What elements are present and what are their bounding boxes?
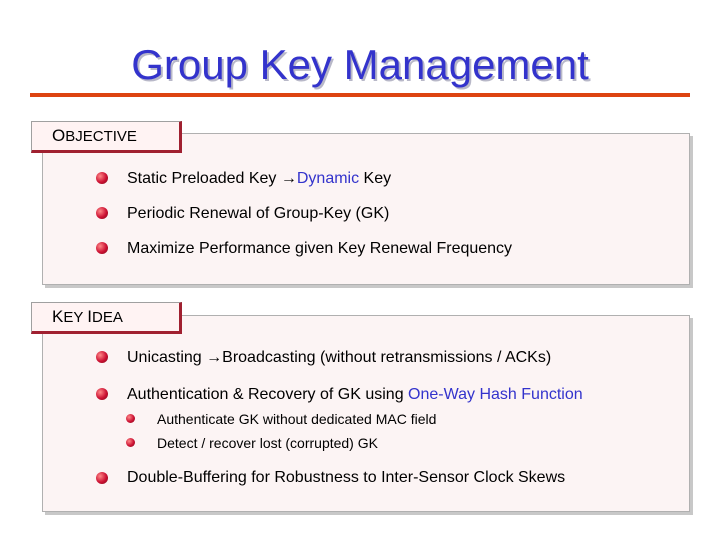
bullet-icon	[96, 388, 108, 400]
objective-item-1	[127, 169, 391, 189]
key-idea-label-rest-1: EY	[63, 309, 88, 326]
objective-label-initial: O	[52, 126, 66, 145]
sub-bullet-icon	[126, 438, 135, 447]
objective-item-1-text: Static Preloaded Key	[127, 170, 281, 187]
key-idea-tab	[31, 302, 182, 334]
arrow-icon: →	[206, 349, 223, 366]
key-idea-item-2-text: Authentication & Recovery of GK using	[127, 386, 409, 403]
bullet-icon	[96, 472, 108, 484]
objective-item-1-suffix: Key	[359, 170, 392, 187]
key-idea-item-3: Double-Buffering for Robustness to Inter-Sensor Clock Skews	[127, 469, 566, 486]
bullet-icon	[96, 207, 108, 219]
sub-bullet-icon	[126, 414, 135, 423]
bullet-icon	[96, 242, 108, 254]
key-idea-item-1	[127, 348, 551, 368]
key-idea-subitem-2: Detect / recover lost (corrupted) GK	[157, 435, 378, 451]
objective-label-rest: BJECTIVE	[65, 128, 137, 145]
key-idea-item-1-text: Unicasting	[127, 349, 207, 366]
objective-item-2: Periodic Renewal of Group-Key (GK)	[127, 205, 390, 222]
objective-item-3: Maximize Performance given Key Renewal Frequency	[127, 240, 513, 257]
key-idea-label-rest-2: DEA	[91, 309, 123, 326]
objective-tab	[31, 121, 182, 153]
bullet-icon	[96, 351, 108, 363]
key-idea-item-1-suffix: Broadcasting (without retransmissions / ACKs)	[222, 349, 552, 366]
title-divider	[30, 93, 690, 97]
page-title: Group Key Management	[131, 41, 589, 88]
key-idea-label-initial-1: K	[52, 307, 64, 326]
objective-item-1-highlight: Dynamic	[296, 170, 360, 187]
arrow-icon: →	[280, 170, 297, 187]
key-idea-subitem-1: Authenticate GK without dedicated MAC field	[157, 411, 437, 427]
bullet-icon	[96, 172, 108, 184]
key-idea-item-2-highlight: One-Way Hash Function	[408, 386, 583, 403]
key-idea-item-2	[127, 385, 583, 405]
key-idea-label-initial-2: I	[87, 307, 92, 326]
